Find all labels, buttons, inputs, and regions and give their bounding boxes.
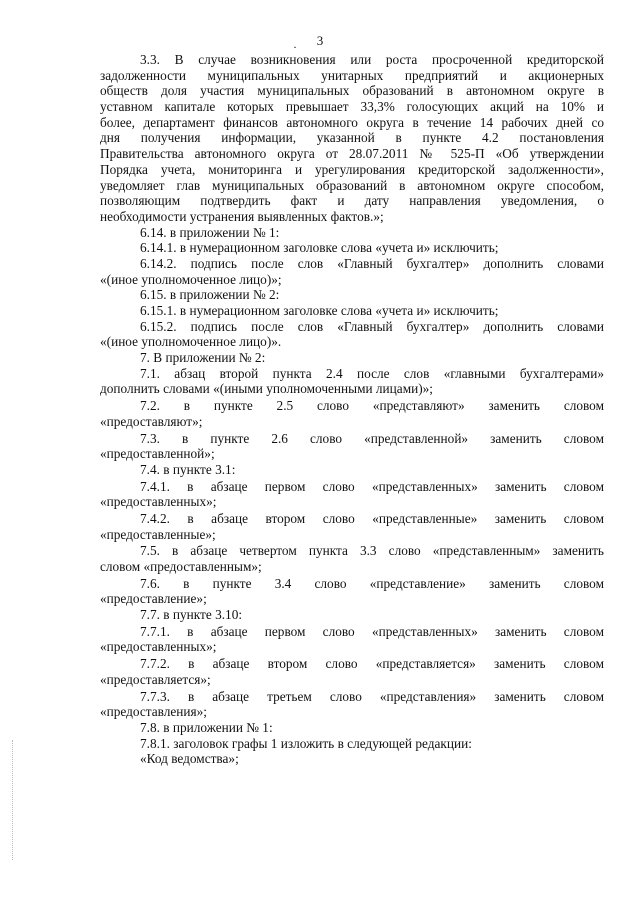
scan-margin-artifact [12,740,15,860]
text-line: дня получения информации, указанной в пункте 4.2 постановления [100,130,604,146]
text-line: 7.8.1. заголовок графы 1 изложить в следующей редакции: [140,735,472,751]
document-body [100,52,604,767]
text-line: 3.3. В случае возникновения или роста просроченной кредиторской [140,52,604,67]
text-line: задолженности муниципальных унитарных предприятий и акционерных [100,67,604,83]
text-line: «предоставления»; [100,704,207,720]
text-line: словом «предоставленным»; [100,559,262,574]
page-number: 3 [316,33,324,48]
text-line: уставном капитале которых превышает 33,3% голосующих акций на 10% и [100,99,604,115]
text-line: «предоставленной»; [100,446,215,462]
text-line: 6.14.1. в нумерационном заголовке слова «учета и» исключить; [140,240,499,256]
text-line: 6.14.2. подпись после слов «Главный бухгалтер» дополнить словами [140,255,604,271]
text-line: позволяющим подтвердить факт и дату направления уведомления, о [100,193,604,209]
scan-mark: · [293,40,297,54]
text-line: 7.4.1. в абзаце первом слово «представленных» заменить словом [140,478,604,494]
text-line: «предоставление»; [100,591,207,607]
text-line: 7. В приложении № 2: [140,350,266,366]
text-line: Порядка учета, мониторинга и урегулирования кредиторской задолженности», [100,161,604,177]
text-line: 7.4. в пункте 3.1: [140,461,236,477]
text-line: 6.15.1. в нумерационном заголовке слова «учета и» исключить; [140,303,499,318]
text-line: «предоставленных»; [100,494,217,510]
text-line: «(иное уполномоченное лицо)»; [100,271,282,287]
text-line: 7.3. в пункте 2.6 слово «представленной» заменить словом [140,430,604,446]
text-line: 7.7.1. в абзаце первом слово «представленных» заменить словом [140,623,604,639]
text-line: дополнить словами «(иными уполномоченными лицами)»; [100,381,433,397]
text-line: «предоставляют»; [100,413,203,429]
text-line: «(иное уполномоченное лицо)». [100,334,282,350]
text-line: уведомляет глав муниципальных образований в автономном округе способом, [100,177,604,193]
text-line: 7.7.3. в абзаце третьем слово «представления» заменить словом [140,688,604,704]
text-line: «предоставленных»; [100,639,217,655]
text-line: 7.8. в приложении № 1: [140,719,273,735]
text-line: 7.7.2. в абзаце втором слово «представляется» заменить словом [140,656,604,672]
text-line: Правительства автономного округа от 28.07.2011 № 525-П «Об утверждении [100,146,604,162]
text-line: 7.4.2. в абзаце втором слово «представленные» заменить словом [140,510,604,526]
text-line: 6.15.2. подпись после слов «Главный бухгалтер» дополнить словами [140,318,604,334]
text-line: необходимости устранения выявленных фактов.»; [100,208,384,224]
text-line: «предоставленные»; [100,526,216,542]
text-line: 7.1. абзац второй пункта 2.4 после слов «главными бухгалтерами» [140,365,604,381]
text-line: 7.2. в пункте 2.5 слово «представляют» заменить словом [140,398,604,414]
text-line: 7.7. в пункте 3.10: [140,607,243,623]
text-line: «предоставляется»; [100,671,211,687]
text-line: более, департамент финансов автономного округа в течение 14 рабочих дней со [100,114,604,130]
text-line: «Код ведомства»; [140,751,239,767]
text-line: 7.6. в пункте 3.4 слово «представление» заменить словом [140,575,604,591]
text-line: 7.5. в абзаце четвертом пункта 3.3 слово «представленным» заменить [140,543,604,559]
text-line: 6.14. в приложении № 1: [140,224,280,240]
text-line: обществ доля участия муниципальных образований в автономном округе в [100,83,604,99]
text-line: 6.15. в приложении № 2: [140,287,280,303]
